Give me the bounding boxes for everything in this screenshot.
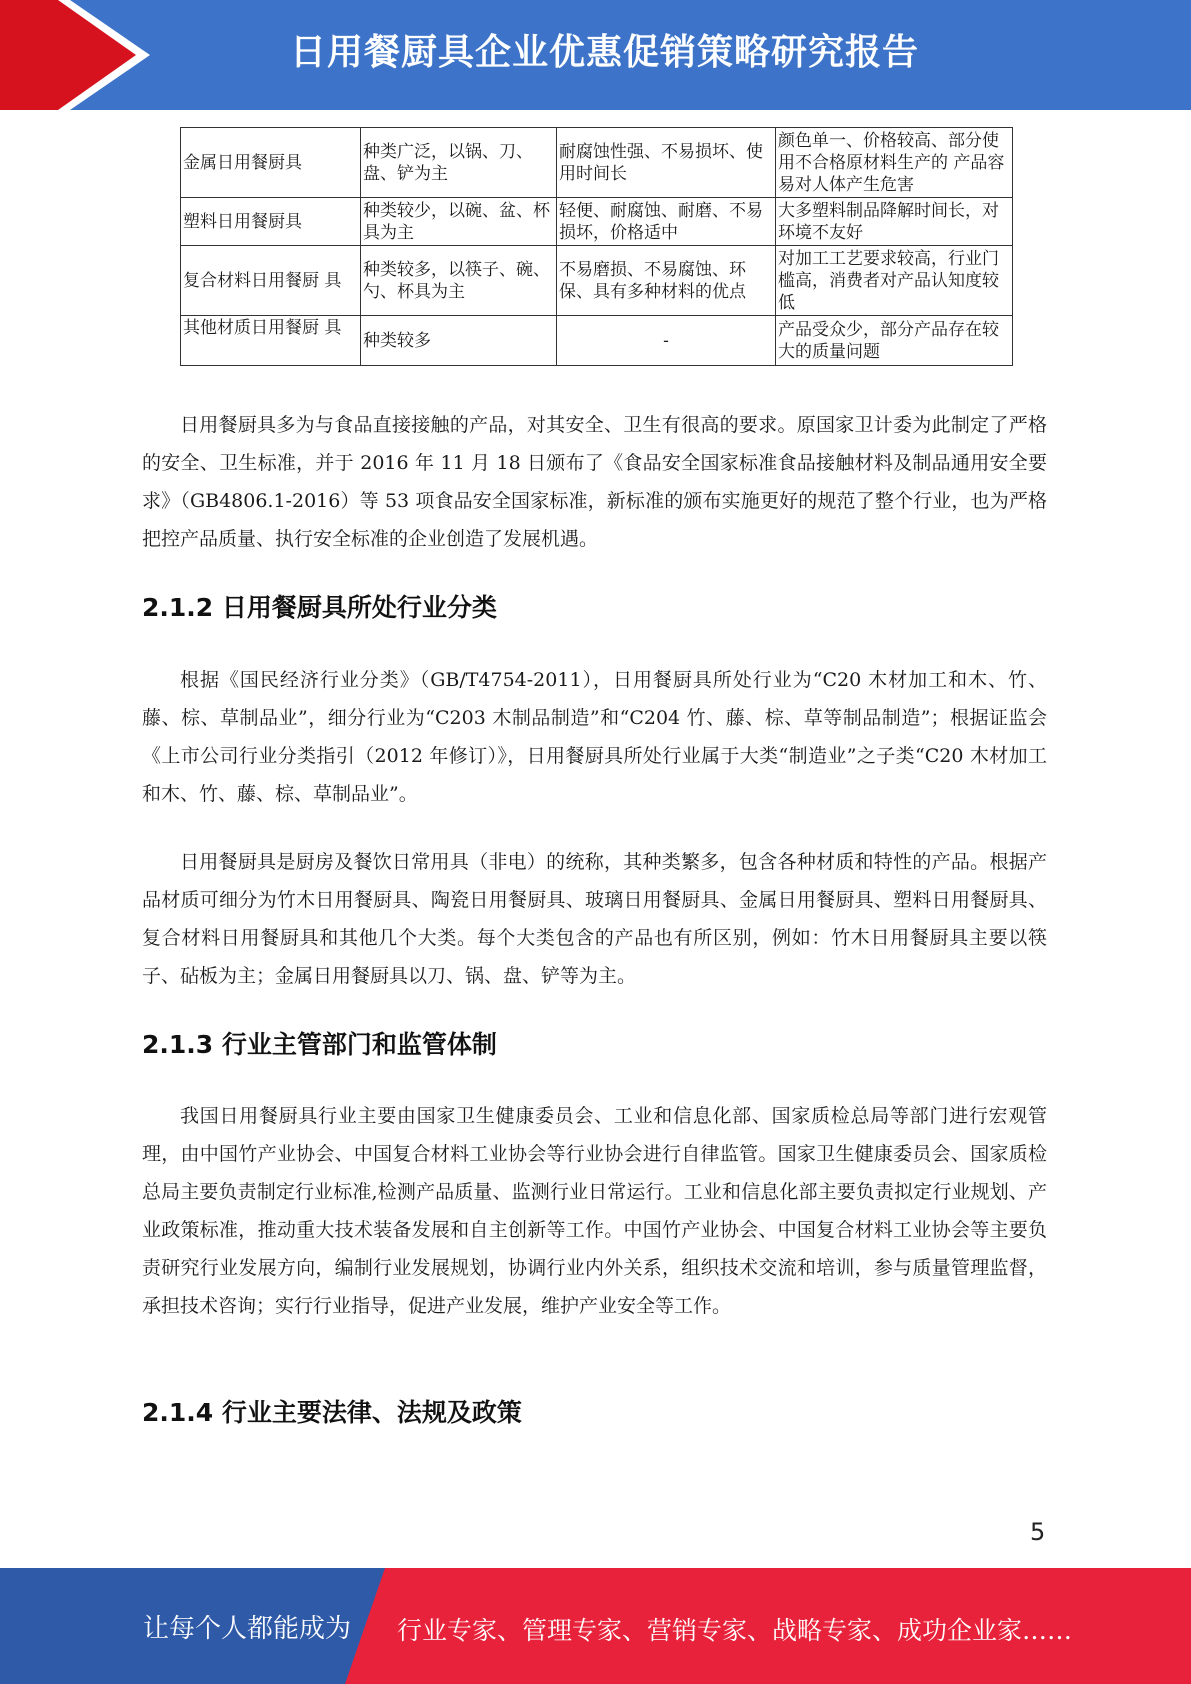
- table-cell: 种类较多: [361, 316, 557, 366]
- section-heading-2-1-4: 2.1.4 行业主要法律、法规及政策: [142, 1398, 522, 1427]
- footer-slogan-right: 行业专家、管理专家、营销专家、战略专家、成功企业家……: [397, 1616, 1073, 1645]
- paragraph: 日用餐厨具多为与食品直接接触的产品，对其安全、卫生有很高的要求。原国家卫计委为此制定了严格的安全、卫生标准，并于 2016 年 11 月 18 日颁布了《食品安全国家标准食品接触材料及制品通用安全要求》（GB4806.1-2016）等 53 项食品安全国家标准，新标准的颁布实施更好的规范了整个行业，也为严格把控产品质量、执行安全标准的企业创造了发展机遇。: [142, 414, 1047, 550]
- body-section-standards: [142, 406, 1047, 558]
- page-footer: [0, 1568, 1191, 1684]
- table-cell: 轻便、耐腐蚀、耐磨、不易损坏，价格适中: [557, 198, 776, 246]
- paragraph: 我国日用餐厨具行业主要由国家卫生健康委员会、工业和信息化部、国家质检总局等部门进行宏观管理，由中国竹产业协会、中国复合材料工业协会等行业协会进行自律监管。国家卫生健康委员会、国家质检总局主要负责制定行业标准,检测产品质量、监测行业日常运行。工业和信息化部主要负责拟定行业规划、产业政策标准，推动重大技术装备发展和自主创新等工作。中国竹产业协会、中国复合材料工业协会等主要负责研究行业发展方向，编制行业发展规划，协调行业内外关系，组织技术交流和培训，参与质量管理监督，承担技术咨询；实行行业指导，促进产业发展，维护产业安全等工作。: [142, 1105, 1047, 1317]
- table-row: [181, 246, 1013, 316]
- footer-slogan-left: 让每个人都能成为: [143, 1614, 352, 1644]
- table-cell: 不易磨损、不易腐蚀、环保、具有多种材料的优点: [557, 246, 776, 316]
- table-cell: 其他材质日用餐厨 具: [181, 316, 361, 366]
- paragraph: 日用餐厨具是厨房及餐饮日常用具（非电）的统称，其种类繁多，包含各种材质和特性的产品。根据产品材质可细分为竹木日用餐厨具、陶瓷日用餐厨具、玻璃日用餐厨具、金属日用餐厨具、塑料日用餐厨具、复合材料日用餐厨具和其他几个大类。每个大类包含的产品也有所区别，例如：竹木日用餐厨具主要以筷子、砧板为主；金属日用餐厨具以刀、锅、盘、铲等为主。: [142, 851, 1047, 987]
- table-cell: 对加工工艺要求较高，行业门槛高，消费者对产品认知度较低: [776, 246, 1013, 316]
- table-cell: 复合材料日用餐厨 具: [181, 246, 361, 316]
- table-cell: 塑料日用餐厨具: [181, 198, 361, 246]
- table-cell: 颜色单一、价格较高、部分使用不合格原材料生产的 产品容易对人体产生危害: [776, 128, 1013, 198]
- table-cell: 产品受众少，部分产品存在较大的质量问题: [776, 316, 1013, 366]
- table-cell: 耐腐蚀性强、不易损坏、使用时间长: [557, 128, 776, 198]
- table-cell: 种类广泛，以锅、刀、盘、铲为主: [361, 128, 557, 198]
- body-section-regulation: [142, 1097, 1047, 1325]
- table-cell: -: [557, 316, 776, 366]
- header-chevron-decoration: [0, 0, 160, 110]
- page-number: 5: [1030, 1518, 1046, 1546]
- section-heading-2-1-3: 2.1.3 行业主管部门和监管体制: [142, 1030, 497, 1059]
- table-cell: 金属日用餐厨具: [181, 128, 361, 198]
- table-cell: 大多塑料制品降解时间长，对环境不友好: [776, 198, 1013, 246]
- paragraph: 根据《国民经济行业分类》（GB/T4754-2011），日用餐厨具所处行业为“C20 木材加工和木、竹、藤、棕、草制品业”，细分行业为“C203 木制品制造”和“C204 竹、藤、棕、草等制品制造”；根据证监会《上市公司行业分类指引（2012 年修订）》，日用餐厨具所处行业属于大类“制造业”之子类“C20 木材加工和木、竹、藤、棕、草制品业”。: [142, 669, 1047, 805]
- body-section-product-types: [142, 843, 1047, 995]
- report-title: 日用餐厨具企业优惠促销策略研究报告: [290, 32, 920, 73]
- material-comparison-table: [180, 127, 1013, 366]
- section-heading-2-1-2: 2.1.2 日用餐厨具所处行业分类: [142, 593, 497, 622]
- page-header: [0, 0, 1191, 110]
- body-section-classification: [142, 661, 1047, 813]
- table-cell: 种类较少，以碗、盆、杯具为主: [361, 198, 557, 246]
- table-cell: 种类较多，以筷子、碗、勺、杯具为主: [361, 246, 557, 316]
- table-row: [181, 128, 1013, 198]
- table-row: [181, 316, 1013, 366]
- table-row: [181, 198, 1013, 246]
